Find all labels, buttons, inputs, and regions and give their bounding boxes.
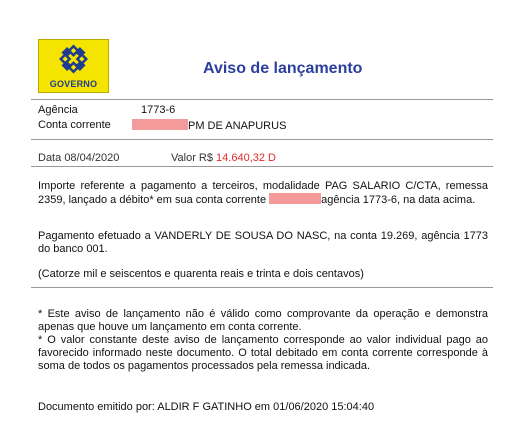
valor-value: 14.640,32 D [216, 152, 276, 164]
importe-text-1: Importe referente a pagamento a terceiros, modalidade PAG SALARIO C/CTA, remessa 2359, lançado a débito* em sua conta corrente [38, 180, 488, 206]
data-row [38, 152, 119, 164]
agencia-value: 1773-6 [141, 104, 176, 116]
logo-text: GOVERNO [49, 79, 98, 89]
emitted-by: Documento emitido por: ALDIR F GATINHO em 01/06/2020 15:04:40 [38, 401, 375, 413]
agencia-label: Agência [38, 104, 78, 116]
banco-logo [38, 39, 109, 93]
page-title: Aviso de lançamento [203, 60, 363, 77]
redacted-account-number-2 [269, 193, 321, 204]
divider-summary [31, 166, 493, 167]
note-1: * Este aviso de lançamento não é válido como comprovante da operação e demonstra apenas que houve um lançamento em conta corrente. [38, 308, 488, 333]
paragraph-extenso: (Catorze mil e seiscentos e quarenta reais e trinta e dois centavos) [38, 268, 364, 280]
paragraph-importe [38, 180, 488, 207]
note-2: * O valor constante deste aviso de lançamento corresponde ao valor individual pago ao favorecido informado neste documento. O total debitado em conta corrente corresponde à soma de todos os pagamentos processados pela remessa indicada. [38, 334, 488, 372]
importe-text-2: agência 1773-6, na data acima. [321, 194, 476, 206]
paragraph-pagamento: Pagamento efetuado a VANDERLY DE SOUSA DO NASC, na conta 19.269, agência 1773 do banco 001. [38, 230, 488, 255]
conta-row [132, 119, 286, 132]
divider-top [31, 99, 493, 100]
conta-holder: PM DE ANAPURUS [188, 120, 287, 132]
redacted-account-number [132, 119, 188, 130]
divider-account [31, 139, 493, 140]
divider-body [31, 287, 493, 288]
data-label: Data [38, 152, 62, 164]
valor-label: Valor R$ [171, 152, 213, 164]
valor-row [171, 152, 276, 164]
data-value: 08/04/2020 [64, 152, 120, 164]
conta-label: Conta corrente [38, 119, 111, 131]
